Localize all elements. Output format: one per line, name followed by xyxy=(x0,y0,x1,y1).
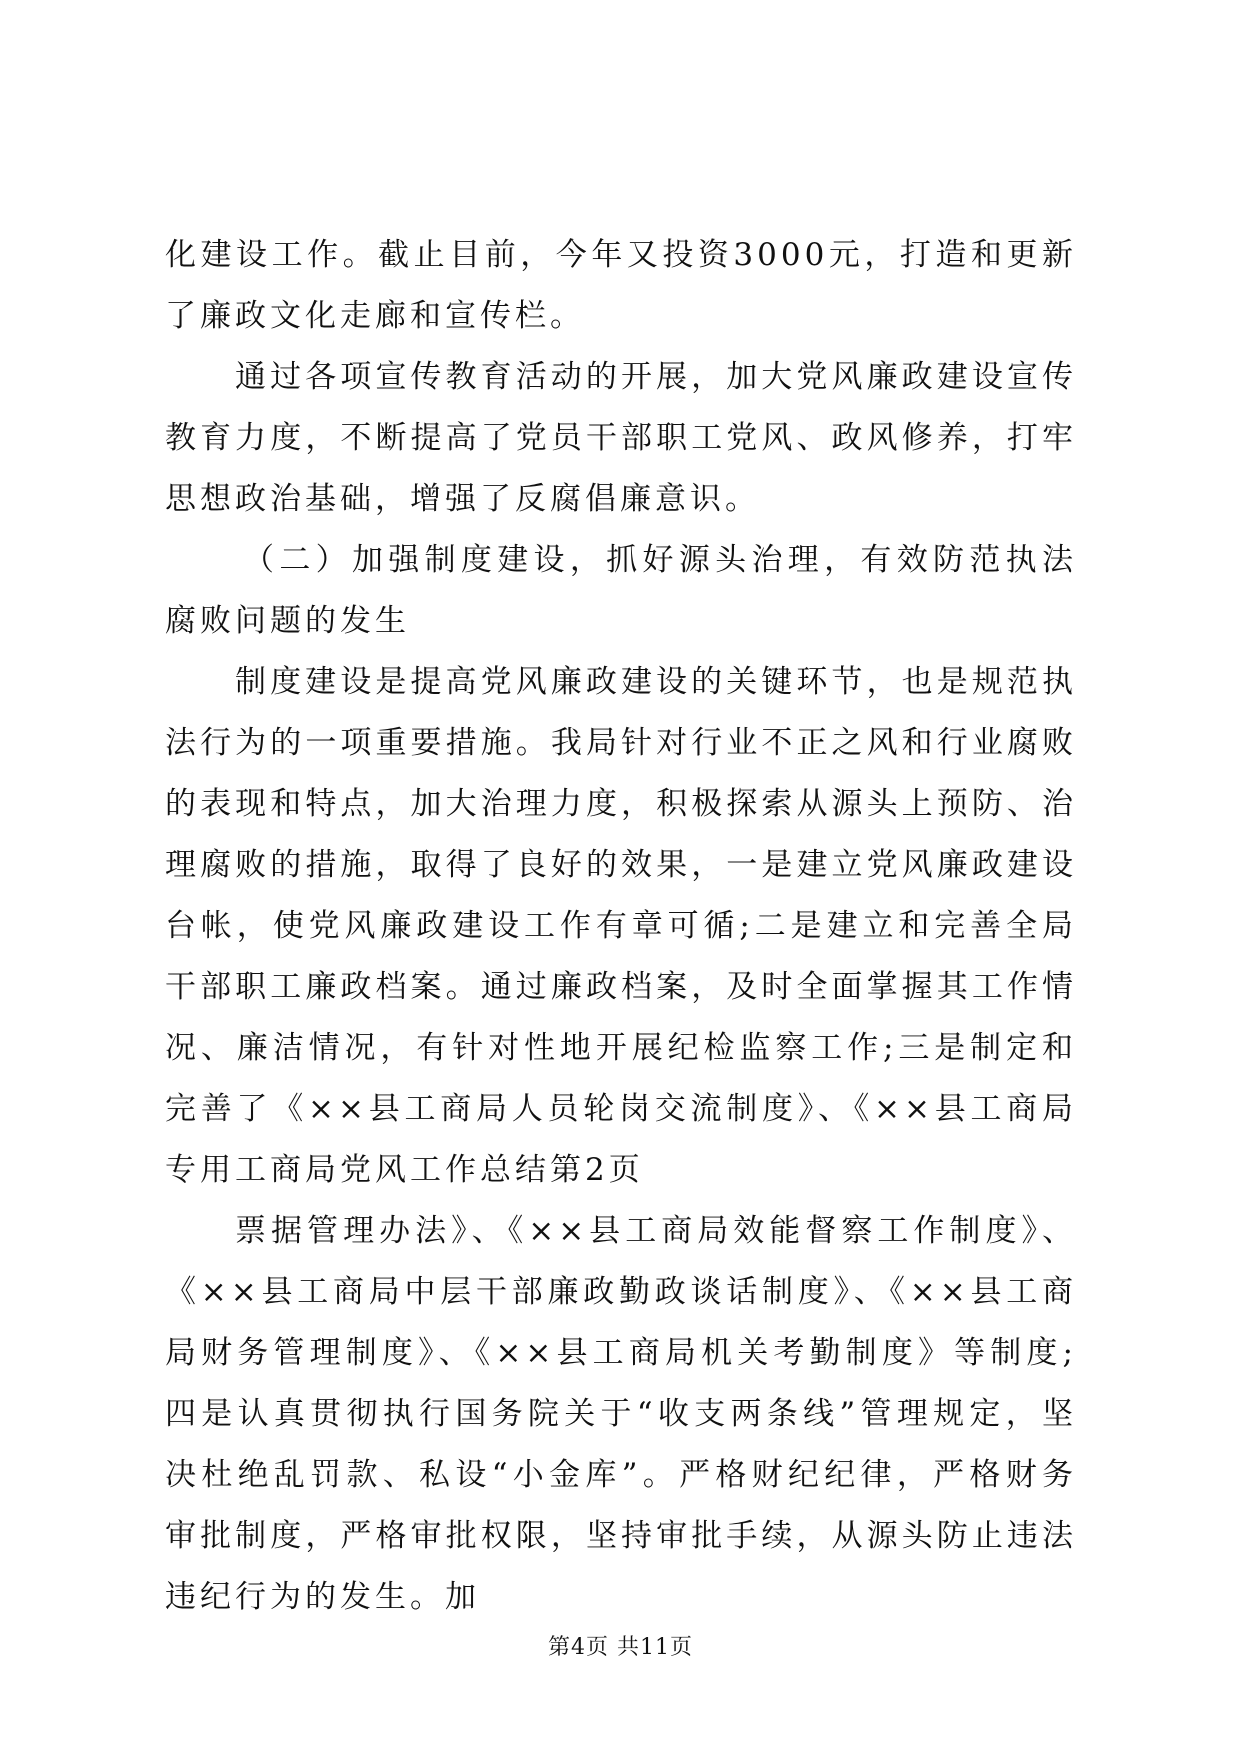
paragraph-3: 制度建设是提高党风廉政建设的关键环节，也是规范执法行为的一项重要措施。我局针对行业不正之风和行业腐败的表现和特点，加大治理力度，积极探索从源头上预防、治理腐败的措施，取得了良好的效果，一是建立党风廉政建设台帐，使党风廉政建设工作有章可循;二是建立和完善全局干部职工廉政档案。通过廉政档案，及时全面掌握其工作情况、廉洁情况，有针对性地开展纪检监察工作;三是制定和完善了《××县工商局人员轮岗交流制度》、《××县工商局专用工商局党风工作总结第2页 xyxy=(165,664,1077,1188)
document-body xyxy=(165,225,1077,1628)
page-footer: 第4页 共11页 xyxy=(548,1635,693,1660)
paragraph-4: 票据管理办法》、《××县工商局效能督察工作制度》、《××县工商局中层干部廉政勤政谈话制度》、《××县工商局财务管理制度》、《××县工商局机关考勤制度》等制度;四是认真贯彻执行国务院关于“收支两条线”管理规定，坚决杜绝乱罚款、私设“小金库”。严格财纪纪律，严格财务审批制度，严格审批权限，坚持审批手续，从源头防止违法违纪行为的发生。加 xyxy=(165,1213,1077,1615)
paragraph-1: 化建设工作。截止目前，今年又投资3000元，打造和更新了廉政文化走廊和宣传栏。 xyxy=(165,237,1077,334)
section-heading: （二）加强制度建设，抓好源头治理，有效防范执法腐败问题的发生 xyxy=(165,542,1077,639)
paragraph-2: 通过各项宣传教育活动的开展，加大党风廉政建设宣传教育力度，不断提高了党员干部职工党风、政风修养，打牢思想政治基础，增强了反腐倡廉意识。 xyxy=(165,359,1077,517)
